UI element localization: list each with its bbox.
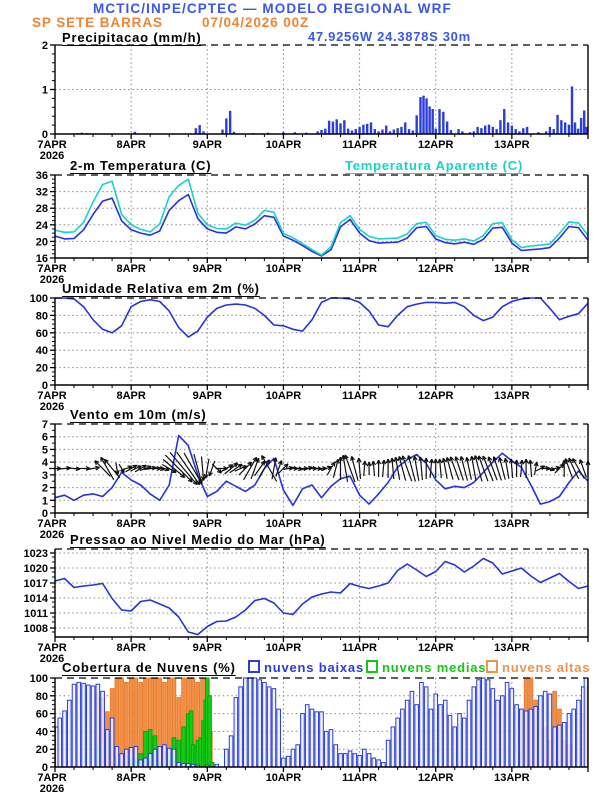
precip-bar (438, 109, 440, 134)
precip-bar (480, 128, 482, 134)
svg-text:16: 16 (35, 253, 48, 265)
line-temp2m (55, 179, 588, 255)
svg-text:10APR: 10APR (265, 642, 302, 654)
svg-text:100: 100 (29, 673, 48, 685)
precip-bar (385, 126, 387, 134)
precip-bar (568, 125, 570, 134)
svg-text:8APR: 8APR (116, 390, 146, 402)
precip-bar (374, 129, 376, 134)
svg-text:13APR: 13APR (494, 642, 530, 654)
svg-text:9APR: 9APR (192, 518, 222, 530)
svg-text:9APR: 9APR (192, 390, 222, 402)
precip-bar (358, 127, 360, 134)
svg-text:40: 40 (35, 345, 48, 358)
svg-text:13APR: 13APR (494, 139, 530, 151)
line-mslp (55, 559, 588, 635)
precip-bar (446, 122, 448, 134)
precip-bar (229, 111, 231, 134)
legend-label-mid-clouds: nuvens medias (382, 660, 487, 675)
precip-bar (425, 98, 427, 134)
precip-bar (431, 109, 433, 134)
svg-text:7APR: 7APR (37, 642, 67, 654)
svg-text:0: 0 (41, 762, 48, 774)
svg-text:10APR: 10APR (265, 772, 302, 784)
precip-bar (484, 126, 486, 134)
precip-bar (549, 127, 551, 134)
precip-bar (415, 115, 417, 134)
svg-text:20: 20 (35, 744, 48, 757)
svg-text:9APR: 9APR (192, 139, 222, 151)
precip-bar (400, 127, 402, 134)
precip-bar (577, 129, 579, 134)
precip-bar (355, 129, 357, 134)
precip-bar (457, 129, 459, 134)
precip-bar (583, 110, 585, 134)
panel-clouds (30, 673, 588, 792)
temp2m-gridlines (55, 175, 588, 258)
svg-text:11APR: 11APR (342, 518, 378, 530)
svg-text:7APR: 7APR (37, 772, 67, 784)
svg-text:9APR: 9APR (192, 642, 222, 654)
svg-text:13APR: 13APR (494, 518, 530, 530)
svg-text:2026: 2026 (39, 653, 65, 665)
svg-text:12APR: 12APR (417, 139, 454, 151)
svg-text:7APR: 7APR (37, 390, 67, 402)
precip-bar (366, 124, 368, 134)
wind10m-frame (37, 419, 588, 541)
svg-text:9APR: 9APR (192, 772, 222, 784)
svg-text:2: 2 (41, 40, 48, 52)
precip-bar (339, 123, 341, 134)
precip-bar (526, 127, 528, 134)
panel-title-humidity: Umidade Relativa em 2m (%) (62, 281, 260, 296)
precip-bar (408, 129, 410, 134)
svg-text:1020: 1020 (23, 563, 48, 575)
svg-text:1: 1 (41, 84, 48, 97)
svg-text:12APR: 12APR (417, 642, 454, 654)
svg-text:0: 0 (41, 508, 48, 520)
precip-bar (503, 109, 505, 134)
panel-title-pressure: Pressao ao Nivel Medio do Mar (hPa) (70, 532, 326, 547)
svg-text:11APR: 11APR (342, 642, 378, 654)
precip-bar (422, 96, 424, 134)
panel-rh2m (30, 293, 588, 413)
svg-text:9APR: 9APR (192, 263, 222, 275)
svg-text:4: 4 (41, 457, 48, 470)
svg-text:7: 7 (41, 419, 48, 431)
svg-text:7APR: 7APR (37, 263, 67, 275)
precip-bar (574, 122, 576, 134)
svg-text:8APR: 8APR (116, 263, 146, 275)
precip-bar (195, 128, 197, 134)
header-run-datetime: 07/04/2026 00Z (202, 15, 310, 30)
panel-precip (37, 40, 588, 162)
precip-bar (511, 126, 513, 134)
svg-text:7APR: 7APR (37, 518, 67, 530)
svg-text:3: 3 (41, 469, 48, 482)
svg-text:11APR: 11APR (342, 390, 378, 402)
precip-bar (225, 118, 227, 134)
precip-bar (347, 129, 349, 134)
svg-text:32: 32 (35, 186, 48, 199)
rh2m-series (55, 298, 588, 337)
panel-title-wind: Vento em 10m (m/s) (70, 407, 207, 422)
precip-bar (492, 127, 494, 134)
svg-text:80: 80 (35, 690, 48, 703)
svg-text:10APR: 10APR (265, 263, 302, 275)
svg-text:12APR: 12APR (417, 390, 454, 402)
panel-mslp (24, 548, 588, 665)
svg-text:24: 24 (35, 219, 48, 232)
svg-text:2026: 2026 (39, 274, 65, 286)
precip-bar (336, 119, 338, 134)
clouds-series (55, 678, 587, 767)
precip-bar (419, 97, 421, 134)
precip-bar (435, 129, 437, 134)
rh2m-gridlines (55, 298, 588, 385)
svg-text:10APR: 10APR (265, 139, 302, 151)
svg-text:20: 20 (35, 362, 48, 375)
precip-bar (476, 127, 478, 134)
header-station-name: SP SETE BARRAS (32, 15, 163, 30)
panel-temp2m (36, 170, 588, 286)
legend-label-low-clouds: nuvens baixas (264, 660, 364, 675)
svg-text:1023: 1023 (23, 548, 48, 560)
svg-text:13APR: 13APR (494, 263, 530, 275)
svg-text:12APR: 12APR (417, 263, 454, 275)
svg-text:80: 80 (35, 310, 48, 323)
precip-bar (428, 106, 430, 134)
precip-bar (495, 129, 497, 134)
precip-bar (396, 128, 398, 134)
precip-bar (328, 121, 330, 134)
svg-text:10APR: 10APR (265, 518, 302, 530)
svg-text:1: 1 (41, 495, 48, 508)
svg-text:2026: 2026 (39, 529, 65, 541)
precip-bar (442, 112, 444, 134)
panel-title-temperature: 2-m Temperatura (C) (70, 158, 212, 173)
svg-text:60: 60 (35, 708, 48, 721)
svg-text:10APR: 10APR (265, 390, 302, 402)
svg-text:12APR: 12APR (417, 772, 454, 784)
svg-text:36: 36 (35, 170, 48, 182)
svg-text:12APR: 12APR (417, 518, 454, 530)
precip-bar (332, 122, 334, 134)
svg-text:28: 28 (35, 203, 48, 216)
precip-bar (488, 125, 490, 134)
svg-text:2026: 2026 (39, 401, 65, 413)
svg-text:40: 40 (35, 726, 48, 739)
panel-title-apparent-temperature: Temperatura Aparente (C) (345, 158, 524, 173)
svg-text:1008: 1008 (23, 623, 48, 635)
precip-bar (198, 125, 200, 134)
precip-bar (324, 129, 326, 134)
svg-text:13APR: 13APR (494, 772, 530, 784)
svg-text:2026: 2026 (39, 783, 65, 792)
svg-text:1014: 1014 (23, 593, 48, 605)
precip-bar (499, 120, 501, 134)
precip-series (77, 86, 588, 134)
legend-label-high-clouds: nuvens altas (502, 660, 591, 675)
panel-title-precipitation: Precipitacao (mm/h) (62, 30, 202, 45)
mslp-frame (24, 548, 588, 665)
panel-title-cloud-cover: Cobertura de Nuvens (%) (62, 660, 236, 675)
line-rh2m (55, 298, 588, 337)
svg-text:7APR: 7APR (37, 139, 67, 151)
svg-text:11APR: 11APR (342, 139, 378, 151)
precip-bar (553, 129, 555, 134)
svg-text:1011: 1011 (24, 608, 48, 620)
svg-text:2: 2 (41, 482, 48, 495)
svg-text:8APR: 8APR (116, 139, 146, 151)
precip-bar (560, 120, 562, 134)
svg-text:2026: 2026 (39, 150, 65, 162)
precip-frame (37, 40, 588, 162)
rh2m-frame (30, 293, 588, 413)
svg-text:8APR: 8APR (116, 772, 146, 784)
svg-text:6: 6 (41, 431, 48, 444)
svg-text:20: 20 (35, 236, 48, 249)
svg-text:1017: 1017 (23, 578, 48, 590)
svg-text:11APR: 11APR (342, 772, 378, 784)
precip-bar (404, 122, 406, 134)
svg-text:8APR: 8APR (116, 642, 146, 654)
precip-bar (564, 122, 566, 134)
precip-bar (362, 125, 364, 134)
svg-text:0: 0 (41, 129, 48, 141)
precip-bar (522, 128, 524, 134)
precip-bar (556, 115, 558, 134)
svg-text:5: 5 (41, 444, 48, 457)
mslp-series (55, 559, 588, 635)
svg-text:8APR: 8APR (116, 518, 146, 530)
svg-text:0: 0 (41, 380, 48, 392)
precip-bar (514, 129, 516, 134)
svg-text:13APR: 13APR (494, 390, 530, 402)
precip-bar (580, 118, 582, 134)
header-coordinates: 47.9256W 24.3878S 30m (308, 29, 471, 44)
header-model-title: MCTIC/INPE/CPTEC — MODELO REGIONAL WRF (93, 1, 452, 16)
precip-bar (343, 120, 345, 134)
panel-wind10m (37, 419, 590, 541)
precip-bar (571, 86, 573, 134)
precip-gridlines (55, 45, 588, 134)
precip-bar (370, 122, 372, 134)
svg-text:60: 60 (35, 327, 48, 340)
mslp-gridlines (55, 549, 588, 637)
temp2m-series (55, 179, 588, 256)
svg-text:11APR: 11APR (342, 263, 378, 275)
svg-text:100: 100 (29, 293, 48, 305)
precip-bar (507, 122, 509, 134)
line-temp2m (55, 195, 588, 256)
